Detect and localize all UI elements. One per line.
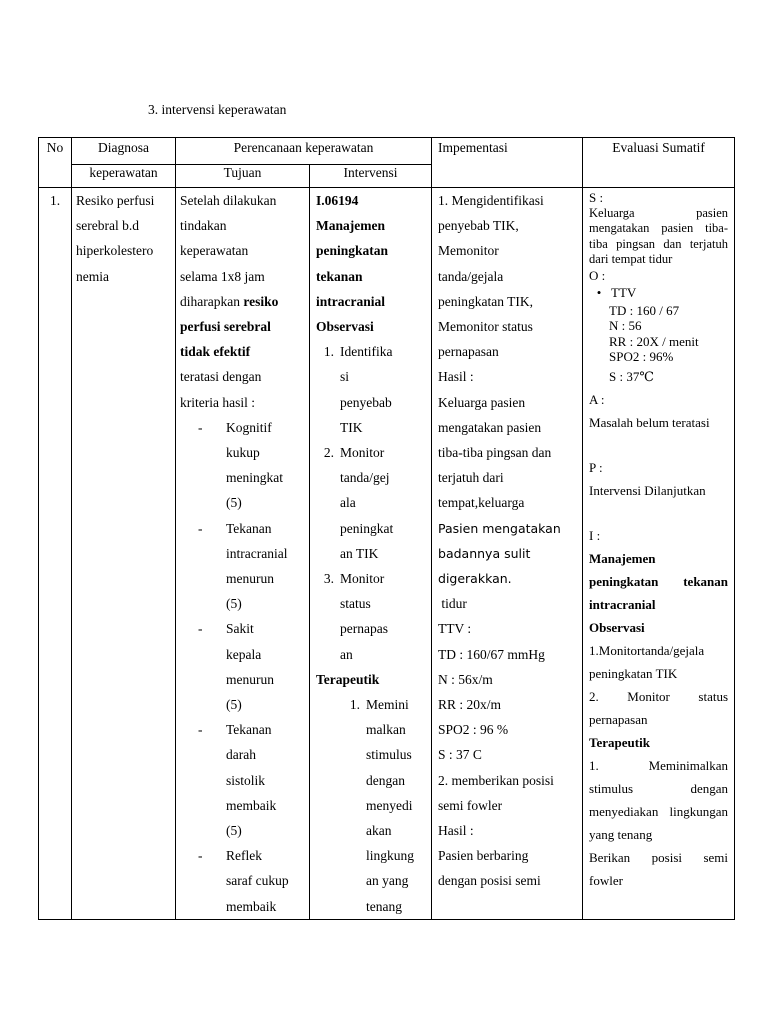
header-diagnosa: Diagnosa xyxy=(72,138,176,165)
header-keperawatan: keperawatan xyxy=(72,165,176,188)
header-tujuan: Tujuan xyxy=(176,165,310,188)
row-number: 1. xyxy=(39,188,72,920)
implementasi-cell: 1. Mengidentifikasi penyebab TIK, Memonitor tanda/gejala peningkatan TIK, Memonitor status pernapasan Hasil : Keluarga pasien mengatakan pasien tiba-tiba pingsan dan terjatuh dari tempat,keluarga Pasien mengatakan badannya sulit digerakkan. tidur TTV : TD : 160/67 mmHg N : 56x/m RR : 20x/m SPO2 : 96 % S : 37 C 2. memberikan posisi semi fowler Hasil : Pasien berbaring dengan posisi semi xyxy=(432,188,583,920)
terapeutik-item: 1. Memini malkan stimulus dengan menyedi akan lingkung an yang tenang xyxy=(349,697,415,914)
tujuan-cell: Setelah dilakukan tindakan keperawatan selama 1x8 jam diharapkan resiko perfusi serebral tidak efektif teratasi dengan kriteria hasil : - Kognitif kukup meningkat (5) - Tekanan intracranial menurun (5) - Sakit kepala menurun (5) - Tekanan darah sistolik membaik (5) - Reflek saraf cukup membaik xyxy=(176,188,310,920)
criteria-item: - Tekanan darah sistolik membaik (5) xyxy=(198,722,277,839)
header-no: No xyxy=(39,138,72,188)
header-row-1 xyxy=(39,138,735,165)
header-evaluasi: Evaluasi Sumatif xyxy=(583,138,735,188)
header-intervensi: Intervensi xyxy=(310,165,432,188)
criteria-item: - Sakit kepala menurun (5) xyxy=(198,621,274,713)
criteria-item: - Kognitif kukup meningkat (5) xyxy=(198,419,283,511)
observasi-item: 1. Identifika si penyebab TIK xyxy=(323,344,393,435)
section-heading: 3. intervensi keperawatan xyxy=(148,102,287,117)
diagnosa-cell: Resiko perfusi serebral b.d hiperkolestero nemia xyxy=(72,188,176,920)
intervention-table xyxy=(38,137,735,920)
evaluasi-cell: S : Keluarga pasien mengatakan pasien tiba-tiba pingsan dan terjatuh dari tempat tidur O : • TTV TD : 160 / 67 N : 56 RR : 20X / menit SPO2 : 96% S : 37℃ A : Masalah belum teratasi P : Intervensi Dilanjutkan I : Manajemen peningkatan tekanan intracranial Observasi 1.Monitortanda/gejala peningkatan TIK 2. Monitor status pernapasan Terapeutik 1. Meminimalkan stimulus dengan menyediakan lingkungan yang tenang Berikan posisi semi fowler xyxy=(583,188,735,920)
table-row xyxy=(39,188,735,920)
ttv-bullet: • TTV xyxy=(596,285,637,300)
observasi-item: 2. Monitor tanda/gej ala peningkat an TIK xyxy=(323,445,394,561)
header-perencanaan: Perencanaan keperawatan xyxy=(176,138,432,165)
header-implementasi: Impementasi xyxy=(432,138,583,188)
criteria-item: - Reflek saraf cukup membaik xyxy=(198,848,289,914)
criteria-item: - Tekanan intracranial menurun (5) xyxy=(198,520,288,612)
observasi-item: 3. Monitor status pernapas an xyxy=(323,571,388,662)
intervensi-cell: I.06194 Manajemen peningkatan tekanan intracranial Observasi 1. Identifika si penyebab TIK 2. Monitor tanda/gej ala peningkat an TIK 3. Monitor status pernapas an Terapeutik 1. Memini malkan stimulus dengan menyedi akan lingkung an yang tenang xyxy=(310,188,432,920)
